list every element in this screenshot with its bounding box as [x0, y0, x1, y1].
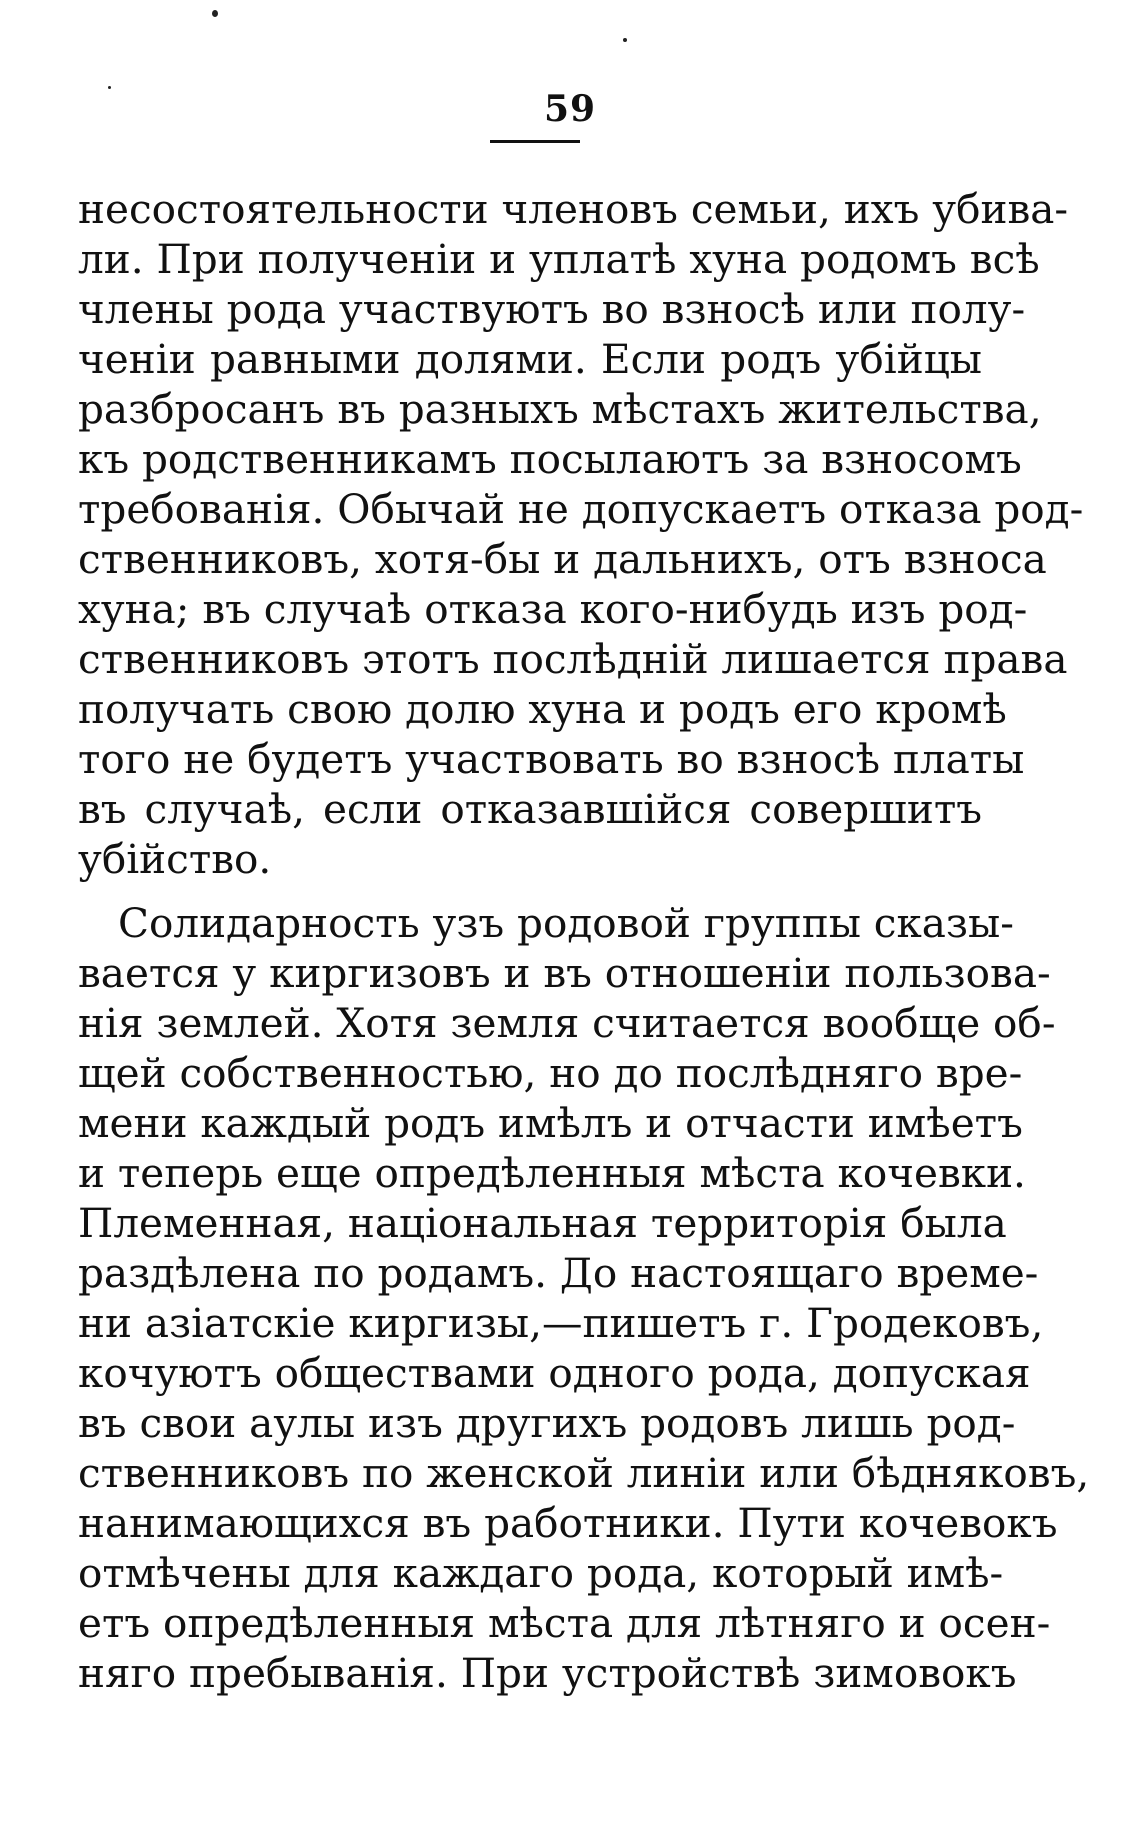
- text-line: требованія. Обычай не допускаетъ отказа род-: [78, 485, 1084, 533]
- text-line: вается у киргизовъ и въ отношеніи пользова-: [78, 949, 1051, 997]
- text-line: несостоятельности членовъ семьи, ихъ убива-: [78, 185, 1069, 233]
- text-line: получать свою долю хуна и родъ его кромѣ: [78, 685, 1007, 733]
- text-line: ственниковъ этотъ послѣдній лишается права: [78, 635, 1068, 683]
- text-line: ственниковъ, хотя-бы и дальнихъ, отъ взноса: [78, 535, 1047, 583]
- page-number-underline: [490, 140, 580, 143]
- text-line: ственниковъ по женской линіи или бѣдняковъ,: [78, 1449, 1090, 1497]
- text-line: кочуютъ обществами одного рода, допуская: [78, 1349, 1031, 1397]
- text-line: ченіи равными долями. Если родъ убійцы: [78, 335, 982, 383]
- text-line: етъ опредѣленныя мѣста для лѣтняго и осен-: [78, 1599, 1051, 1647]
- print-speck: [623, 38, 627, 42]
- text-line: Племенная, національная территорія была: [78, 1199, 1007, 1247]
- text-line: няго пребыванія. При устройствѣ зимовокъ: [78, 1649, 1017, 1697]
- text-line: въ случаѣ, если отказавшійся совершитъ: [78, 785, 982, 833]
- text-line: члены рода участвуютъ во взносѣ или полу-: [78, 285, 1026, 333]
- text-line: ли. При полученіи и уплатѣ хуна родомъ всѣ: [78, 235, 1040, 283]
- paragraph-first-line: Солидарность узъ родовой группы сказы-: [118, 899, 1014, 947]
- text-line: нія землей. Хотя земля считается вообще об-: [78, 999, 1056, 1047]
- text-line: ни азіатскіе киргизы,—пишетъ г. Гродековъ,: [78, 1299, 1044, 1347]
- text-line: отмѣчены для каждаго рода, который имѣ-: [78, 1549, 1004, 1597]
- text-line: того не будетъ участвовать во взносѣ платы: [78, 735, 1025, 783]
- text-line: къ родственникамъ посылаютъ за взносомъ: [78, 435, 1022, 483]
- text-line: мени каждый родъ имѣлъ и отчасти имѣетъ: [78, 1099, 1023, 1147]
- text-line: убійство.: [78, 835, 272, 883]
- text-line: нанимающихся въ работники. Пути кочевокъ: [78, 1499, 1058, 1547]
- text-line: раздѣлена по родамъ. До настоящаго време-: [78, 1249, 1039, 1297]
- text-line: щей собственностью, но до послѣдняго вре-: [78, 1049, 1023, 1097]
- text-line: хуна; въ случаѣ отказа кого-нибудь изъ род-: [78, 585, 1028, 633]
- text-line: разбросанъ въ разныхъ мѣстахъ жительства,: [78, 385, 1042, 433]
- text-line: въ свои аулы изъ другихъ родовъ лишь род-: [78, 1399, 1016, 1447]
- text-line: и теперь еще опредѣленныя мѣста кочевки.: [78, 1149, 1026, 1197]
- page-number: 59: [543, 88, 597, 130]
- print-speck: [212, 10, 218, 17]
